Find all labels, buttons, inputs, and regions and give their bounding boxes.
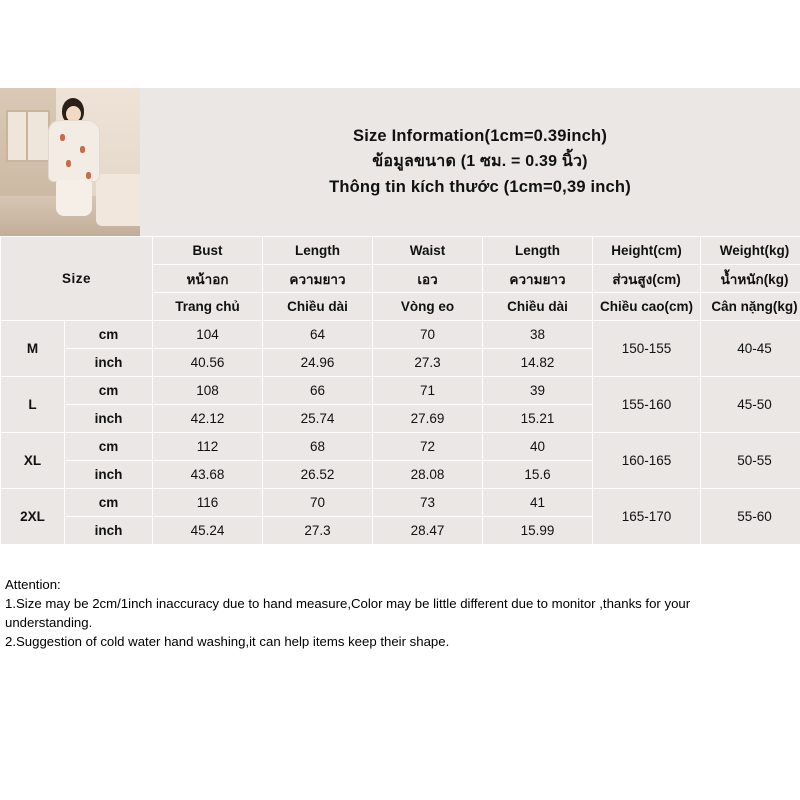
unit-inch: inch bbox=[65, 349, 153, 377]
xl-cm-length-top: 68 bbox=[263, 433, 373, 461]
model-shorts bbox=[56, 180, 92, 216]
unit-inch: inch bbox=[65, 461, 153, 489]
l-cm-length-bottom: 39 bbox=[483, 377, 593, 405]
header-bust-vi: Trang chủ bbox=[153, 293, 263, 321]
header-height-th: ส่วนสูง(cm) bbox=[593, 265, 701, 293]
unit-cm: cm bbox=[65, 489, 153, 517]
2xl-cm-length-bottom: 41 bbox=[483, 489, 593, 517]
m-cm-waist: 70 bbox=[373, 321, 483, 349]
xl-inch-length-top: 26.52 bbox=[263, 461, 373, 489]
m-weight: 40-45 bbox=[701, 321, 800, 377]
header-weight-en: Weight(kg) bbox=[701, 237, 800, 265]
2xl-inch-bust: 45.24 bbox=[153, 517, 263, 545]
l-inch-waist: 27.69 bbox=[373, 405, 483, 433]
2xl-inch-length-top: 27.3 bbox=[263, 517, 373, 545]
xl-cm-bust: 112 bbox=[153, 433, 263, 461]
xl-inch-waist: 28.08 bbox=[373, 461, 483, 489]
row-size-xl: XL bbox=[1, 433, 65, 489]
header-length-bottom-vi: Chiều dài bbox=[483, 293, 593, 321]
xl-inch-length-bottom: 15.6 bbox=[483, 461, 593, 489]
row-size-l: L bbox=[1, 377, 65, 433]
xl-inch-bust: 43.68 bbox=[153, 461, 263, 489]
xl-weight: 50-55 bbox=[701, 433, 800, 489]
header-bust-th: หน้าอก bbox=[153, 265, 263, 293]
product-photo bbox=[0, 88, 140, 236]
m-inch-length-top: 24.96 bbox=[263, 349, 373, 377]
table-row bbox=[1, 377, 800, 405]
header-size-label: Size bbox=[1, 237, 153, 321]
model-top bbox=[48, 120, 100, 182]
m-inch-waist: 27.3 bbox=[373, 349, 483, 377]
print-motif bbox=[86, 172, 91, 179]
photo-bed bbox=[96, 174, 140, 226]
header-length-bottom-th: ความยาว bbox=[483, 265, 593, 293]
size-chart bbox=[0, 88, 800, 545]
size-information-title bbox=[140, 88, 800, 236]
table-row bbox=[1, 321, 800, 349]
attention-line-2: 2.Suggestion of cold water hand washing,it can help items keep their shape. bbox=[5, 634, 450, 650]
measurement-table bbox=[0, 236, 800, 545]
header-length-top-th: ความยาว bbox=[263, 265, 373, 293]
l-inch-length-bottom: 15.21 bbox=[483, 405, 593, 433]
print-motif bbox=[66, 160, 71, 167]
unit-inch: inch bbox=[65, 405, 153, 433]
2xl-cm-length-top: 70 bbox=[263, 489, 373, 517]
print-motif bbox=[60, 134, 65, 141]
m-cm-bust: 104 bbox=[153, 321, 263, 349]
unit-cm: cm bbox=[65, 321, 153, 349]
attention-notes bbox=[0, 572, 800, 652]
header-height-en: Height(cm) bbox=[593, 237, 701, 265]
title-vietnamese: Thông tin kích thước (1cm=0,39 inch) bbox=[329, 177, 631, 196]
attention-line-1-cont: understanding. bbox=[5, 615, 93, 631]
m-cm-length-bottom: 38 bbox=[483, 321, 593, 349]
header-waist-th: เอว bbox=[373, 265, 483, 293]
table-row bbox=[1, 489, 800, 517]
header-height-vi: Chiều cao(cm) bbox=[593, 293, 701, 321]
l-height: 155-160 bbox=[593, 377, 701, 433]
attention-line-1: 1.Size may be 2cm/1inch inaccuracy due to hand measure,Color may be little different due to monitor ,thanks for your bbox=[5, 596, 691, 612]
m-inch-length-bottom: 14.82 bbox=[483, 349, 593, 377]
xl-cm-length-bottom: 40 bbox=[483, 433, 593, 461]
photo-window bbox=[6, 110, 50, 162]
l-cm-bust: 108 bbox=[153, 377, 263, 405]
header-weight-th: น้ำหนัก(kg) bbox=[701, 265, 800, 293]
title-thai: ข้อมูลขนาด (1 ซม. = 0.39 นิ้ว) bbox=[372, 153, 588, 171]
2xl-height: 165-170 bbox=[593, 489, 701, 545]
2xl-inch-waist: 28.47 bbox=[373, 517, 483, 545]
header-length-top-en: Length bbox=[263, 237, 373, 265]
l-inch-bust: 42.12 bbox=[153, 405, 263, 433]
xl-height: 160-165 bbox=[593, 433, 701, 489]
header-bust-en: Bust bbox=[153, 237, 263, 265]
title-english: Size Information(1cm=0.39inch) bbox=[352, 126, 608, 145]
table-header-row-english bbox=[1, 237, 800, 265]
header-weight-vi: Cân nặng(kg) bbox=[701, 293, 800, 321]
row-size-m: M bbox=[1, 321, 65, 377]
l-cm-length-top: 66 bbox=[263, 377, 373, 405]
xl-cm-waist: 72 bbox=[373, 433, 483, 461]
m-cm-length-top: 64 bbox=[263, 321, 373, 349]
header-length-bottom-en: Length bbox=[483, 237, 593, 265]
table-row bbox=[1, 433, 800, 461]
header-waist-en: Waist bbox=[373, 237, 483, 265]
l-weight: 45-50 bbox=[701, 377, 800, 433]
l-cm-waist: 71 bbox=[373, 377, 483, 405]
unit-inch: inch bbox=[65, 517, 153, 545]
unit-cm: cm bbox=[65, 377, 153, 405]
2xl-inch-length-bottom: 15.99 bbox=[483, 517, 593, 545]
attention-heading: Attention: bbox=[5, 577, 61, 592]
header-waist-vi: Vòng eo bbox=[373, 293, 483, 321]
l-inch-length-top: 25.74 bbox=[263, 405, 373, 433]
unit-cm: cm bbox=[65, 433, 153, 461]
2xl-cm-waist: 73 bbox=[373, 489, 483, 517]
header-length-top-vi: Chiều dài bbox=[263, 293, 373, 321]
m-inch-bust: 40.56 bbox=[153, 349, 263, 377]
2xl-cm-bust: 116 bbox=[153, 489, 263, 517]
m-height: 150-155 bbox=[593, 321, 701, 377]
2xl-weight: 55-60 bbox=[701, 489, 800, 545]
print-motif bbox=[80, 146, 85, 153]
row-size-2xl: 2XL bbox=[1, 489, 65, 545]
size-chart-header bbox=[0, 88, 800, 236]
